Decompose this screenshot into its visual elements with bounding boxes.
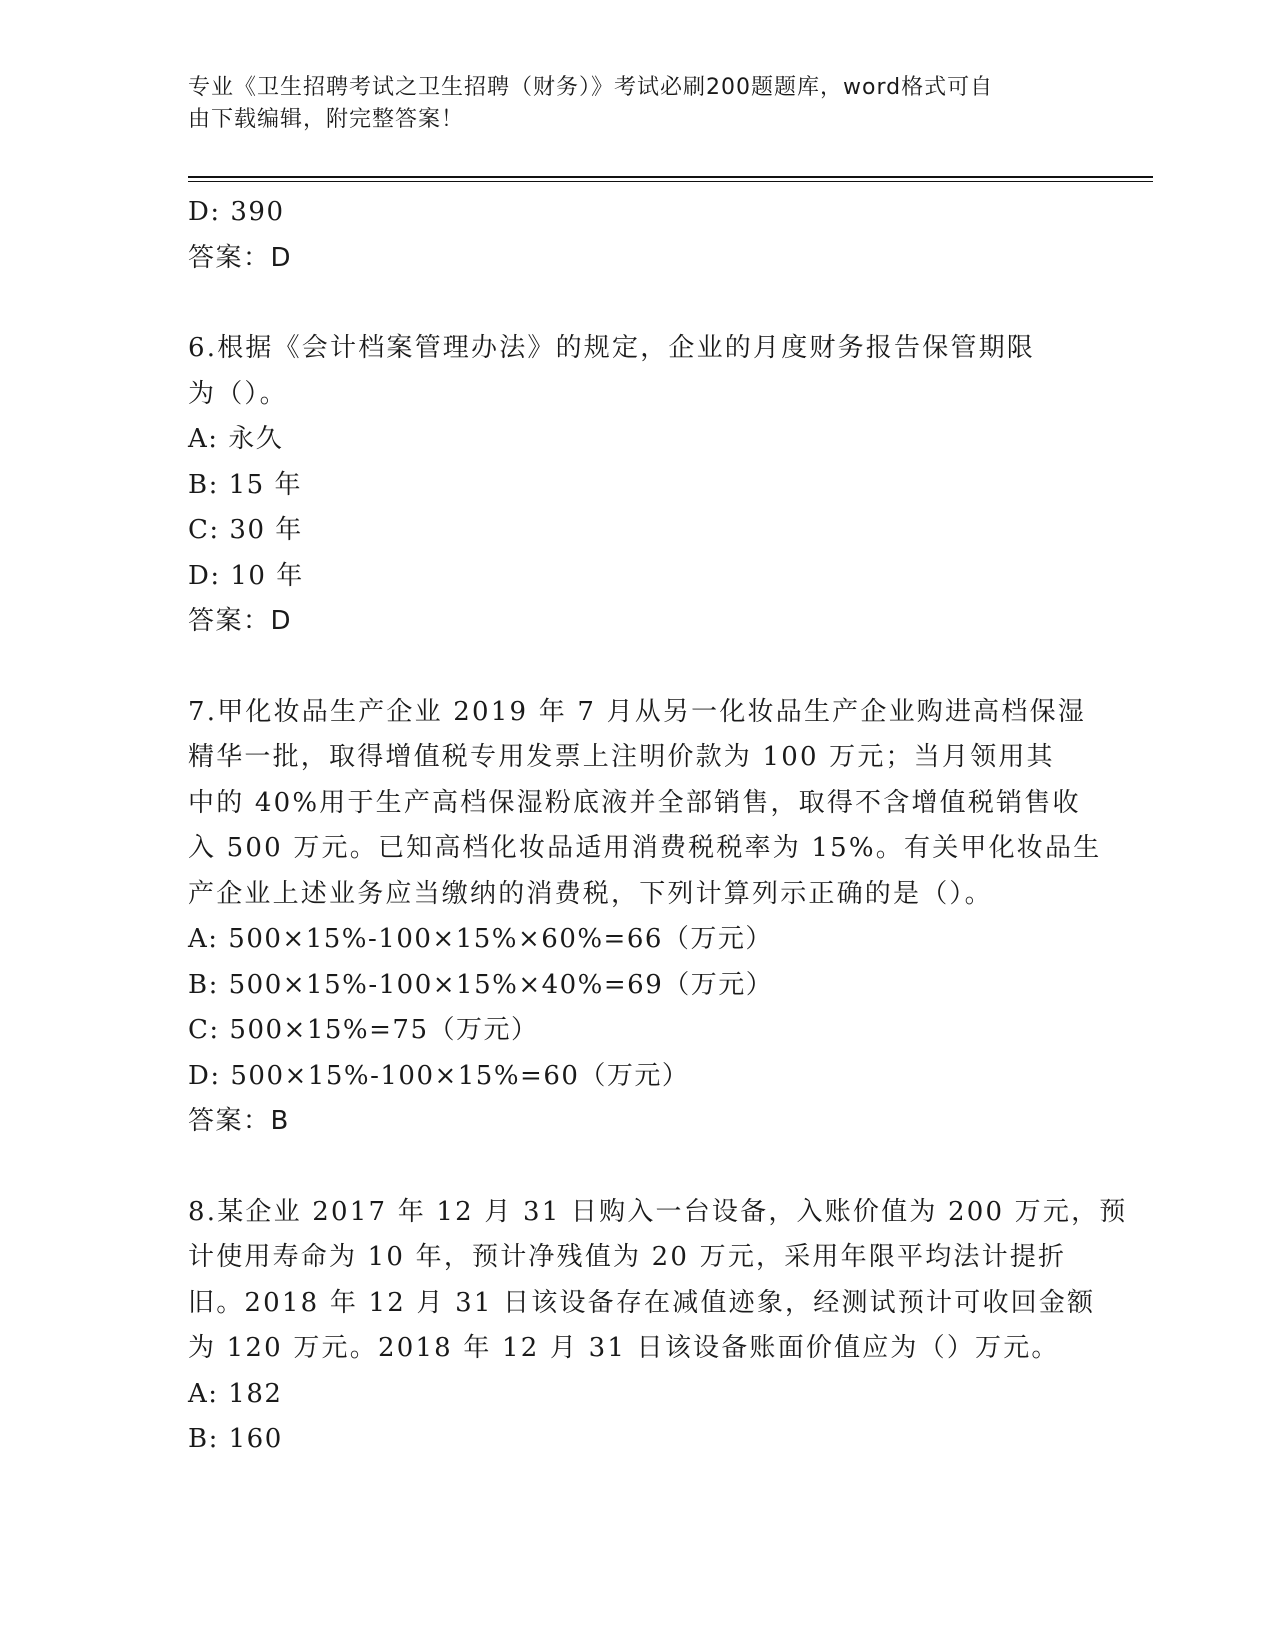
question-6 [188,326,1088,645]
header-title-line-2: 由下载编辑，附完整答案！ [188,107,465,132]
header-rule-thick [188,176,1153,178]
question-stem-line: 7.甲化妆品生产企业 2019 年 7 月从另一化妆品生产企业购进高档保湿 [188,696,1086,727]
question-stem-line: 产企业上述业务应当缴纳的消费税，下列计算列示正确的是（）。 [188,878,993,909]
option-b: B: 500×15%-100×15%×40%=69（万元） [188,969,774,1000]
header-title-line-1: 专业《卫生招聘考试之卫生招聘（财务）》考试必刷200题题库，word格式可自 [188,75,994,100]
question-stem-line: 精华一批，取得增值税专用发票上注明价款为 100 万元；当月领用其 [188,742,1055,772]
question-stem-line: 旧。2018 年 12 月 31 日该设备存在减值迹象，经测试预计可收回金额 [188,1287,1096,1318]
option-b: B: 160 [188,1424,283,1454]
question-stem-line: 计使用寿命为 10 年，预计净残值为 20 万元，采用年限平均法计提折 [188,1242,1067,1272]
question-stem-line: 入 500 万元。已知高档化妆品适用消费税税率为 15%。有关甲化妆品生 [188,833,1102,863]
option-a: A: 182 [188,1378,283,1409]
question-7 [188,690,1102,1145]
option-c: C: 30 年 [188,515,303,545]
question-8 [188,1190,1128,1463]
question-stem-line: 为 120 万元。2018 年 12 月 31 日该设备账面价值应为（）万元。 [188,1333,1060,1363]
question-stem-line: 8.某企业 2017 年 12 月 31 日购入一台设备，入账价值为 200 万元，预 [188,1196,1128,1227]
answer-line: 答案：B [188,1106,290,1136]
question-stem-line: 为（）。 [188,378,288,409]
option-b: B: 15 年 [188,469,302,500]
answer-line: 答案：D [188,606,293,636]
option-d: D: 500×15%-100×15%=60（万元） [188,1060,690,1091]
answer-line: 答案：D [188,242,293,273]
spacer [188,1145,1088,1190]
option-c: C: 500×15%=75（万元） [188,1015,539,1045]
page-header [188,72,1068,136]
option-d: D: 390 [188,197,285,227]
question-stem-line: 中的 40%用于生产高档保湿粉底液并全部销售，取得不含增值税销售收 [188,787,1081,818]
question-stem-line: 6.根据《会计档案管理办法》的规定，企业的月度财务报告保管期限 [188,333,1036,363]
question-list [188,190,1128,1463]
spacer [188,645,1088,690]
option-a: A: 500×15%-100×15%×60%=66（万元） [188,924,773,954]
question-5-tail [188,190,1088,281]
option-a: A: 永久 [188,424,284,454]
header-rule-thin [188,181,1153,182]
spacer [188,281,1088,326]
option-d: D: 10 年 [188,560,304,591]
